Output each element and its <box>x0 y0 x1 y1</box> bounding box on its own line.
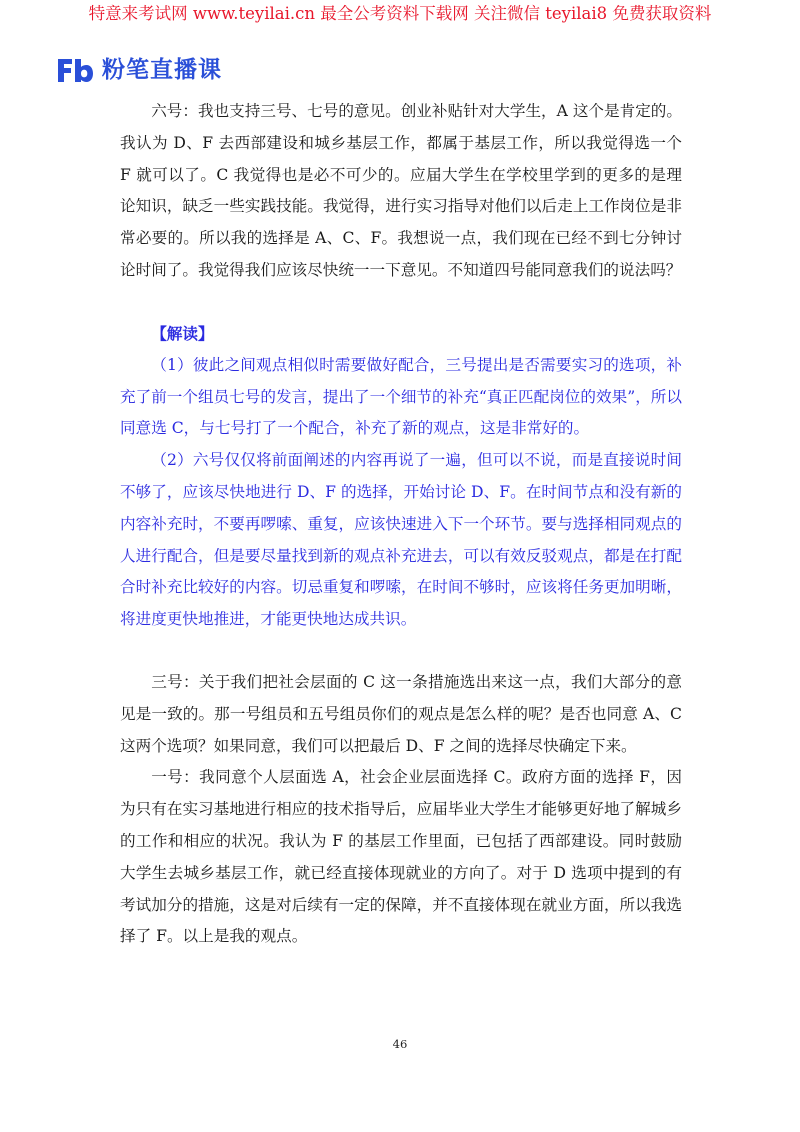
page-number: 46 <box>392 1037 408 1051</box>
analysis-paragraph: （2）六号仅仅将前面阐述的内容再说了一遍，但可以不说，而是直接说时间不够了，应该尽快地进行 D、F 的选择，开始讨论 D、F。在时间节点和没有新的内容补充时，不要再啰嗦、重复，应该快速进入下一个环节。要与选择相同观点的人进行配合，但是要尽量找到新的观点补充进去，可以有效反驳观点，都是在打配合时补充比较好的内容。切忌重复和啰嗦，在时间不够时，应该将任务更加明晰，将进度更快地推进，才能更快地达成共识。 <box>120 451 682 629</box>
speaker-paragraph: 一号：我同意个人层面选 A，社会企业层面选择 C。政府方面的选择 F，因为只有在实习基地进行相应的技术指导后，应届毕业大学生才能够更好地了解城乡的工作和相应的状况。我认为 F 的基层工作里面，已包括了西部建设。同时鼓励大学生去城乡基层工作，就已经直接体现就业的方向了。对于 D 选项中提到的有考试加分的措施，这是对后续有一定的保障，并不直接体现在就业方面，所以我选择了 F。以上是我的观点。 <box>120 768 682 946</box>
speaker-paragraph: 六号：我也支持三号、七号的意见。创业补贴针对大学生，A 这个是肯定的。我认为 D、F 去西部建设和城乡基层工作，都属于基层工作，所以我觉得选一个 F 就可以了。C 我觉得也是必不可少的。应届大学生在学校里学到的更多的是理论知识，缺乏一些实践技能。我觉得，进行实习指导对他们以后走上工作岗位是非常必要的。所以我的选择是 A、C、F。我想说一点，我们现在已经不到七分钟讨论时间了。我觉得我们应该尽快统一一下意见。不知道四号能同意我们的说法吗？ <box>120 102 682 279</box>
dialogue-section-2 <box>120 667 682 953</box>
speaker-paragraph: 三号：关于我们把社会层面的 C 这一条措施选出来这一点，我们大部分的意见是一致的。那一号组员和五号组员你们的观点是怎么样的呢？是否也同意 A、C 这两个选项？如果同意，我们可以把最后 D、F 之间的选择尽快确定下来。 <box>120 673 682 755</box>
brand-header <box>56 52 222 88</box>
analysis-section <box>120 318 682 636</box>
dialogue-section-1 <box>120 96 682 287</box>
fb-logo-icon <box>56 56 94 84</box>
analysis-heading: 【解读】 <box>151 324 214 343</box>
analysis-paragraph: （1）彼此之间观点相似时需要做好配合，三号提出是否需要实习的选项，补充了前一个组员七号的发言，提出了一个细节的补充“真正匹配岗位的效果”，所以同意选 C，与七号打了一个配合，补充了新的观点，这是非常好的。 <box>120 355 682 438</box>
brand-name: 粉笔直播课 <box>102 57 222 83</box>
promo-banner: 特意来考试网 www.teyilai.cn 最全公考资料下载网 关注微信 teyilai8 免费获取资料 <box>88 4 712 23</box>
